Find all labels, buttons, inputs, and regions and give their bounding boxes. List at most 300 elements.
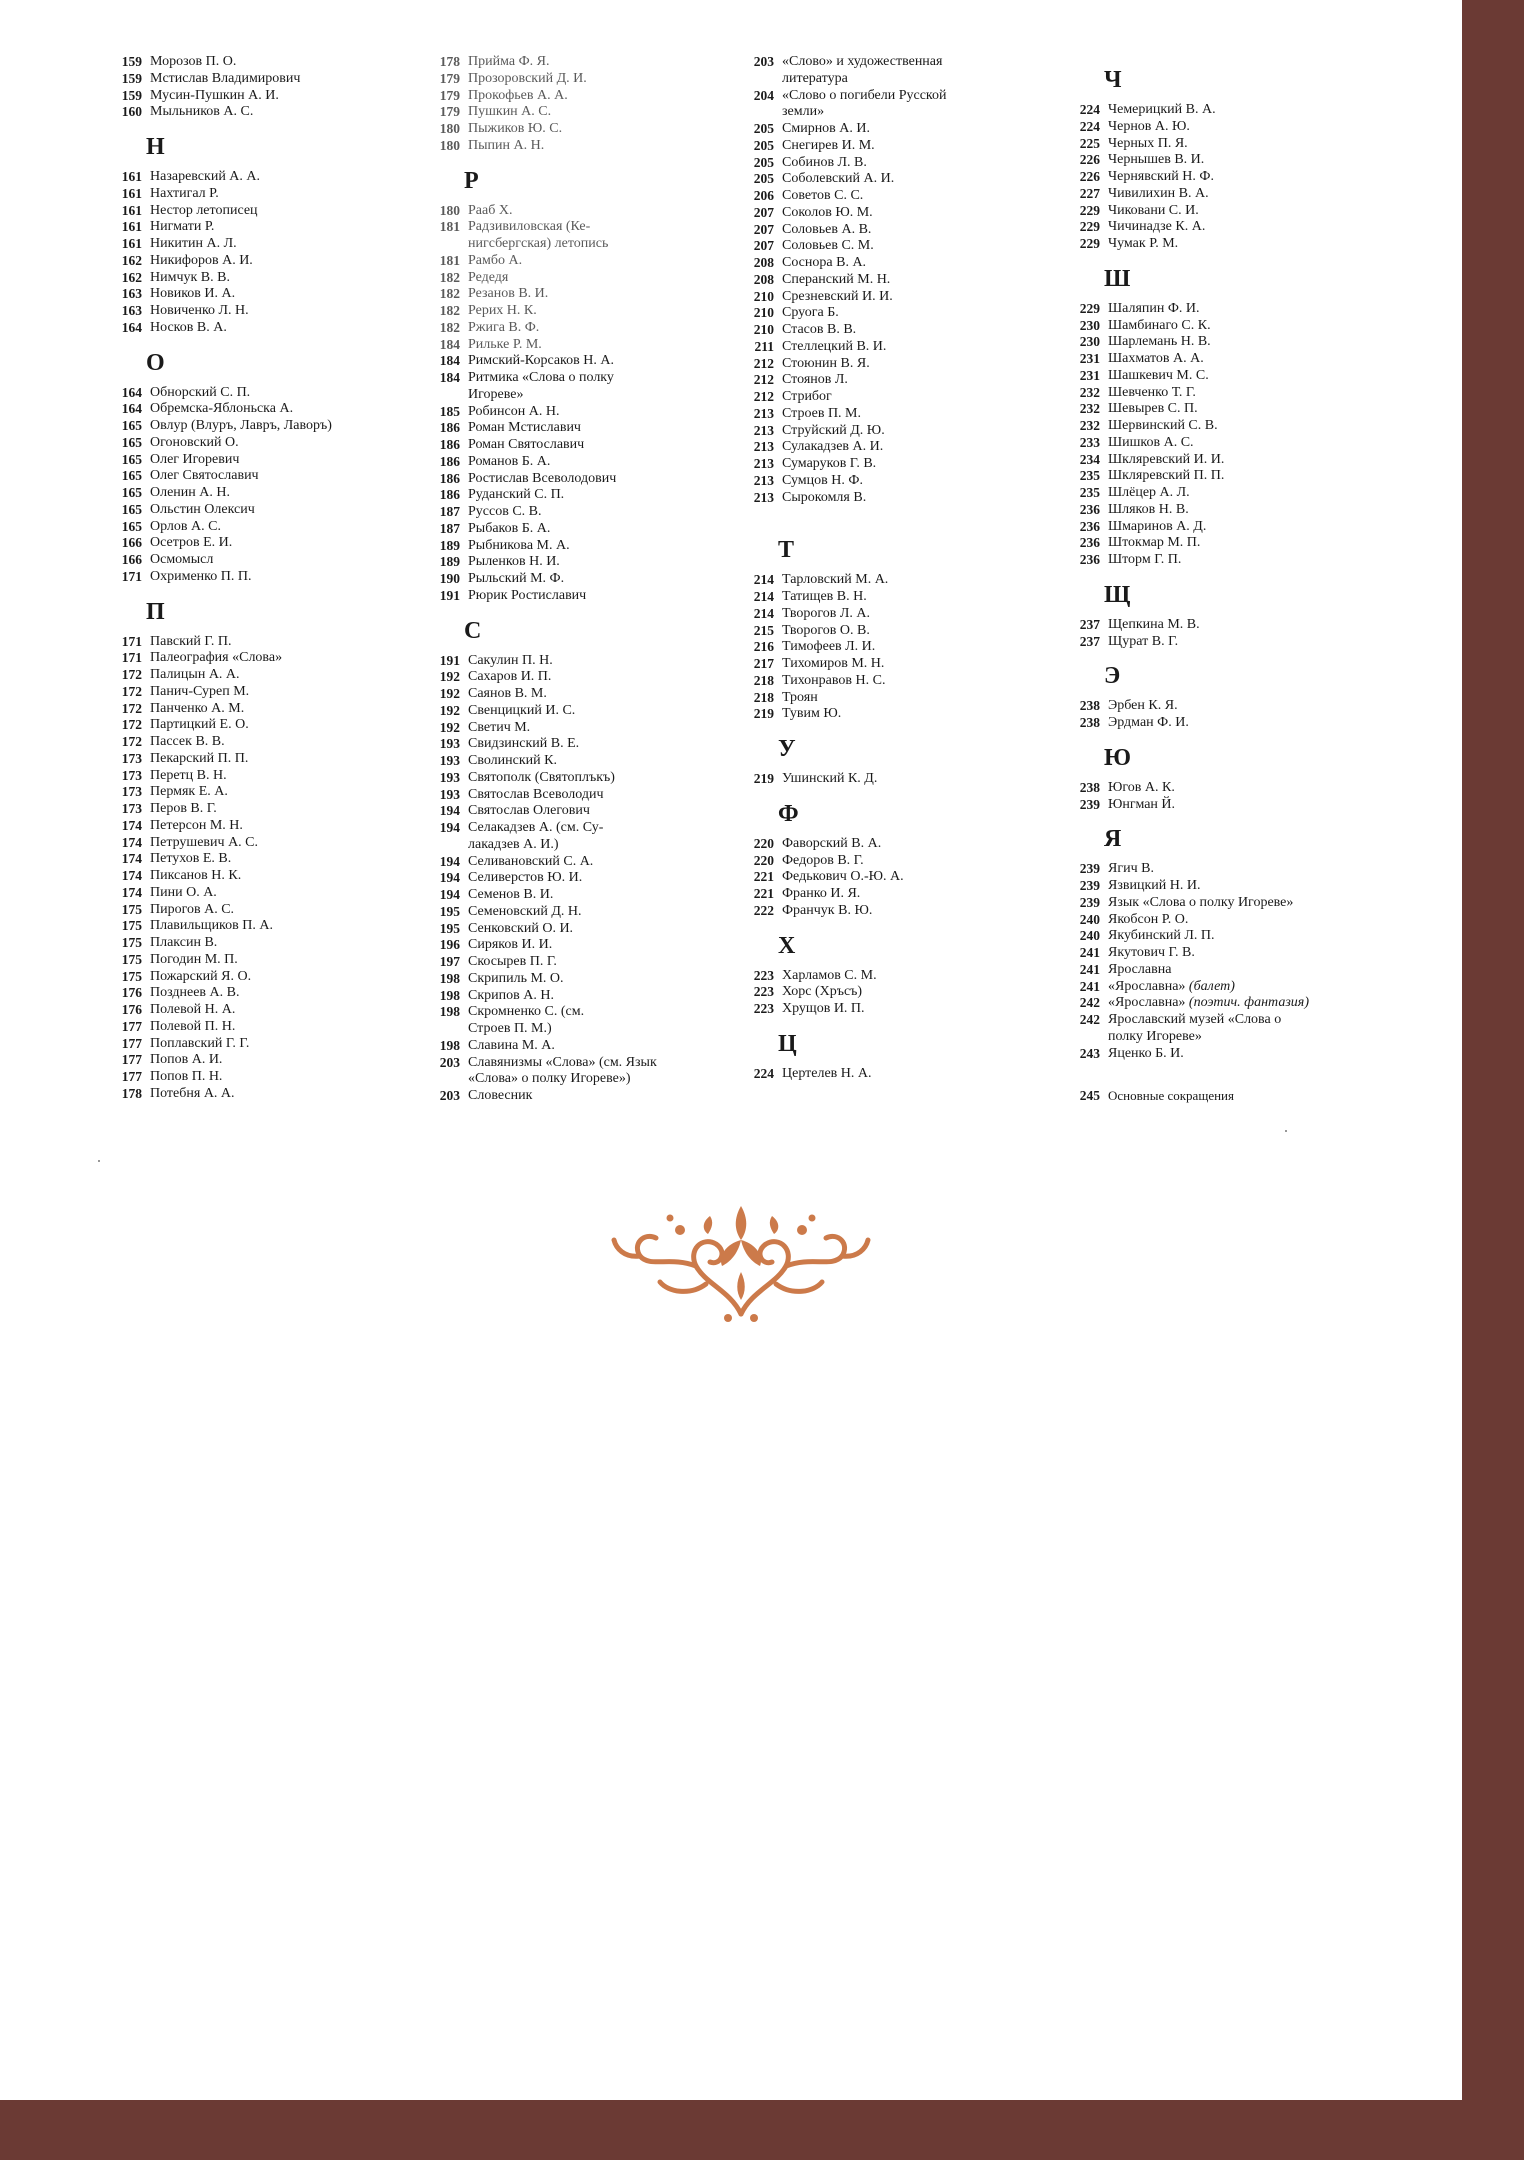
entry-name: Попов П. Н.: [150, 1069, 223, 1084]
entry-name: Робинсон А. Н.: [468, 403, 560, 419]
entry-name: Палицын А. А.: [150, 667, 240, 682]
page-number: 161: [121, 236, 142, 251]
entry-name: Плаксин В.: [150, 935, 218, 950]
entry-name: Скрипов А. Н.: [468, 987, 554, 1003]
page-number: 181: [439, 252, 460, 268]
index-entry: [106, 169, 396, 186]
entry-name: Свидзинский В. Е.: [468, 736, 580, 752]
entry-name: Сахаров И. П.: [468, 669, 552, 685]
entry-name: Чумак Р. М.: [1108, 236, 1179, 251]
entry-name: Селакадзев А. (см. Су- лакадзев А. И.): [468, 820, 604, 852]
page-number: 187: [439, 520, 460, 536]
page-number: 233: [1079, 434, 1100, 450]
page-number: 239: [1079, 894, 1100, 910]
index-entry: [424, 770, 724, 787]
page-number: 194: [439, 870, 460, 886]
entry-name: Полевой П. Н.: [150, 1018, 236, 1034]
page-number: 161: [121, 169, 142, 184]
entry-name: Шторм Г. П.: [1108, 552, 1182, 567]
index-entry: [424, 554, 724, 571]
index-entry: [1064, 152, 1394, 169]
page-number: 177: [121, 1018, 142, 1034]
entry-name: Пыжиков Ю. С.: [468, 121, 563, 136]
index-entry: [738, 639, 1008, 656]
index-entry: [738, 572, 1008, 589]
page-number: 219: [753, 771, 774, 786]
page-number: 213: [753, 439, 774, 455]
index-entry: [424, 971, 724, 988]
entry-name: Редедя: [468, 269, 509, 285]
entry-name: Сенковский О. И.: [468, 920, 574, 936]
index-entry: [106, 935, 396, 952]
index-entry: [106, 818, 396, 835]
page-number: 237: [1079, 616, 1100, 632]
index-entry: [424, 1004, 724, 1038]
entry-name: Носков В. А.: [150, 319, 227, 335]
entry-name: Петерсон М. Н.: [150, 817, 243, 833]
page-number: 208: [753, 255, 774, 270]
index-entry: [738, 155, 1008, 172]
entry-name: Святослав Всеволодич: [468, 786, 604, 802]
index-entry: [424, 787, 724, 804]
entry-name: Славянизмы «Слова» (см. Язык «Слова» о полку Игореве»): [468, 1054, 657, 1087]
index-column-4: [1064, 54, 1394, 1105]
page-number: 159: [121, 70, 142, 86]
index-entry: [106, 401, 396, 418]
index-entry: [738, 88, 1008, 122]
entry-name: Овлур (Влуръ, Лавръ, Лаворъ): [150, 418, 332, 433]
entry-name: Шевырев С. П.: [1108, 401, 1198, 417]
page-number: 238: [1079, 715, 1100, 730]
entry-name: Шляков Н. В.: [1108, 501, 1189, 517]
entry-name: Свенцицкий И. С.: [468, 702, 576, 718]
index-entry: [106, 969, 396, 986]
entry-name: Шевченко Т. Г.: [1108, 384, 1196, 400]
index-entry: [106, 952, 396, 969]
entry-name: Павский Г. П.: [150, 633, 232, 649]
entry-name: Юнгман Й.: [1108, 796, 1176, 812]
entry-name: Щепкина М. В.: [1108, 616, 1200, 632]
index-entry: [106, 286, 396, 303]
page-number: 196: [439, 937, 460, 953]
page-number: 185: [439, 403, 460, 419]
entry-name: Роман Святославич: [468, 437, 585, 452]
index-entry: [1064, 895, 1394, 912]
entry-name: Скромненко С. (см. Строев П. М.): [468, 1004, 585, 1036]
page-number: 193: [439, 786, 460, 802]
entry-name: Сруога Б.: [782, 305, 839, 321]
entry-name: Палеография «Слова»: [150, 650, 283, 666]
entry-name: Поплавский Г. Г.: [150, 1035, 250, 1051]
entry-name: Строев П. М.: [782, 405, 861, 421]
index-entry: [424, 404, 724, 421]
index-entry: [424, 454, 724, 471]
page-number: 163: [121, 303, 142, 318]
entry-name: Руданский С. П.: [468, 487, 565, 503]
page-number: 198: [439, 1037, 460, 1053]
page-number: 198: [439, 970, 460, 986]
page-number: 226: [1079, 169, 1100, 184]
entry-name: Мстислав Владимирович: [150, 70, 301, 86]
entry-name: Прокофьев А. А.: [468, 87, 568, 103]
page-number: 238: [1079, 698, 1100, 714]
index-entry: [106, 902, 396, 919]
page-number: 165: [121, 518, 142, 534]
index-entry: [424, 653, 724, 670]
entry-name: Шахматов А. А.: [1108, 351, 1204, 366]
page-number: 192: [439, 702, 460, 718]
entry-name: Югов А. К.: [1108, 779, 1175, 795]
entry-name: Шарлемань Н. В.: [1108, 334, 1211, 350]
index-entry: [738, 138, 1008, 155]
index-entry: [424, 121, 724, 138]
entry-name: Римский-Корсаков Н. А.: [468, 353, 614, 369]
entry-name: Обнорский С. П.: [150, 384, 251, 400]
index-entry: [106, 203, 396, 220]
page-number: 174: [121, 817, 142, 833]
index-entry: [1064, 928, 1394, 945]
index-entry: [424, 820, 724, 854]
entry-name: Ягич В.: [1108, 861, 1154, 877]
index-entry: [424, 54, 724, 71]
entry-name: Троян: [782, 689, 818, 705]
page-number: 203: [439, 1088, 460, 1103]
page-number: 224: [1079, 102, 1100, 117]
page-number: 187: [439, 504, 460, 519]
entry-name: Святослав Олегович: [468, 803, 590, 819]
index-entry: [106, 751, 396, 768]
entry-name: Шмаринов А. Д.: [1108, 518, 1207, 534]
entry-name: Тихонравов Н. С.: [782, 672, 886, 688]
page-number: 242: [1079, 1012, 1100, 1027]
index-letter-heading: Я: [1104, 826, 1122, 853]
index-entry: [106, 985, 396, 1002]
index-entry: [1064, 401, 1394, 418]
page-number: 162: [121, 252, 142, 268]
page-number: 171: [121, 650, 142, 666]
index-letter-heading: Ш: [1104, 265, 1131, 292]
page-number: 229: [1079, 202, 1100, 218]
index-entry: [738, 673, 1008, 690]
page-number: 242: [1079, 995, 1100, 1011]
index-entry: [106, 320, 396, 337]
index-entry: [738, 490, 1008, 507]
entry-name: Нигмати Р.: [150, 219, 215, 235]
page-number: 172: [121, 717, 142, 733]
page-number: 182: [439, 269, 460, 285]
index-entry: [1064, 797, 1394, 814]
index-entry: [424, 303, 724, 320]
page-number: 230: [1079, 317, 1100, 333]
entry-name: Франко И. Я.: [782, 886, 861, 901]
entry-name: Петухов Е. В.: [150, 851, 232, 867]
entry-name: Пыпин А. Н.: [468, 137, 545, 153]
page-number: 215: [753, 622, 774, 638]
index-entry: [1064, 617, 1394, 634]
entry-name: Сумцов Н. Ф.: [782, 472, 863, 488]
index-entry: [424, 320, 724, 337]
page-number: 235: [1079, 485, 1100, 500]
page-number: 232: [1079, 418, 1100, 433]
page-number: 223: [753, 967, 774, 983]
entry-name: «Ярославна» (поэтич. фантазия): [1108, 995, 1309, 1011]
index-letter-heading: Р: [464, 167, 479, 194]
entry-name: Рыльский М. Ф.: [468, 571, 565, 586]
page-number: 161: [121, 202, 142, 218]
index-entry: [424, 253, 724, 270]
page-number: 180: [439, 121, 460, 136]
entry-name: Охрименко П. П.: [150, 568, 252, 584]
page-number: 186: [439, 487, 460, 503]
index-entry: [1064, 945, 1394, 962]
page-number: 163: [121, 286, 142, 302]
floral-ornament-icon: [610, 1196, 872, 1326]
page-number: 161: [121, 185, 142, 201]
entry-name: Стоянов Л.: [782, 372, 848, 388]
entry-name: Словесник: [468, 1088, 533, 1103]
page-number: 177: [121, 1035, 142, 1051]
page-number: 239: [1079, 878, 1100, 893]
index-letter-heading: Э: [1104, 663, 1121, 690]
index-entry: [106, 1019, 396, 1036]
entry-name: Прозоровский Д. И.: [468, 70, 587, 86]
entry-name: Позднеев А. В.: [150, 985, 240, 1001]
page-number: 231: [1079, 367, 1100, 383]
page-number: 213: [753, 405, 774, 421]
page-number: 193: [439, 753, 460, 768]
page-number: 173: [121, 767, 142, 783]
page-number: 193: [439, 769, 460, 785]
index-entry: [1064, 186, 1394, 203]
page-number: 198: [439, 1004, 460, 1020]
page-number: 181: [439, 219, 460, 235]
page-number: 192: [439, 669, 460, 685]
entry-name: Якутович Г. В.: [1108, 945, 1195, 960]
entry-name: Сволинский К.: [468, 753, 557, 768]
index-entry: [424, 1055, 724, 1089]
index-entry: [1064, 552, 1394, 569]
index-entry: [738, 456, 1008, 473]
page-number: 220: [753, 852, 774, 868]
index-entry: [738, 305, 1008, 322]
entry-name: Стеллецкий В. И.: [782, 338, 887, 354]
index-entry: [738, 389, 1008, 406]
entry-name: Смирнов А. И.: [782, 121, 871, 136]
page-number: 186: [439, 470, 460, 486]
entry-name: Советов С. С.: [782, 188, 864, 203]
index-entry: [424, 1038, 724, 1055]
index-entry: [424, 720, 724, 737]
page-number: 177: [121, 1052, 142, 1068]
index-entry: [424, 88, 724, 105]
page-number: 221: [753, 886, 774, 901]
index-entry: [1064, 301, 1394, 318]
page-number: 206: [753, 188, 774, 203]
entry-name: Якобсон Р. О.: [1108, 911, 1189, 927]
entry-name: Язвицкий Н. И.: [1108, 878, 1201, 893]
index-entry: [1064, 418, 1394, 435]
entry-name: Мусин-Пушкин А. И.: [150, 87, 279, 103]
entry-name: Селиверстов Ю. И.: [468, 870, 583, 886]
index-entry: [1064, 519, 1394, 536]
index-letter-heading: П: [146, 598, 165, 625]
entry-name: Шкляревский И. И.: [1108, 451, 1225, 467]
page-number: 165: [121, 485, 142, 500]
index-entry: [424, 803, 724, 820]
index-entry: [1064, 995, 1394, 1012]
page-number: 217: [753, 656, 774, 671]
page-number: 165: [121, 434, 142, 450]
entry-name: Святополк (Святоплъкъ): [468, 769, 615, 785]
entry-name: Назаревский А. А.: [150, 169, 261, 184]
index-entry: [106, 684, 396, 701]
index-entry: [738, 984, 1008, 1001]
page-number: 193: [439, 736, 460, 752]
index-entry: [424, 420, 724, 437]
entry-name: Семенов В. И.: [468, 887, 554, 902]
page-number: 231: [1079, 351, 1100, 366]
index-entry: [1064, 368, 1394, 385]
page-number: 186: [439, 453, 460, 469]
page-number: 172: [121, 667, 142, 682]
page-number: 171: [121, 568, 142, 584]
index-entry: [106, 1002, 396, 1019]
index-entry: [738, 372, 1008, 389]
entry-name: Черных П. Я.: [1108, 135, 1188, 151]
index-letter-heading: Х: [778, 932, 796, 959]
page-number: 180: [439, 137, 460, 153]
page-number: 172: [121, 734, 142, 749]
page-number: 165: [121, 501, 142, 517]
entry-name: Тарловский М. А.: [782, 572, 889, 588]
page-number: 173: [121, 801, 142, 816]
page-number: 165: [121, 468, 142, 484]
entry-name: Соболевский А. И.: [782, 171, 895, 187]
page-number: 194: [439, 853, 460, 869]
page-number: 173: [121, 784, 142, 800]
page-number: 175: [121, 951, 142, 967]
entry-name: Эрбен К. Я.: [1108, 698, 1178, 714]
index-entry: [738, 238, 1008, 255]
index-entry: [106, 502, 396, 519]
index-entry: [738, 439, 1008, 456]
entry-name: Основные сокращения: [1108, 1088, 1234, 1104]
entry-name: Пекарский П. П.: [150, 750, 249, 766]
index-entry: [424, 203, 724, 220]
page-number: 164: [121, 384, 142, 400]
page-number: 192: [439, 686, 460, 701]
index-entry: [1064, 119, 1394, 136]
page-number: 195: [439, 920, 460, 936]
page-number: 241: [1079, 945, 1100, 960]
entry-name: Потебня А. А.: [150, 1085, 235, 1101]
page-number: 174: [121, 834, 142, 850]
page-number: 212: [753, 372, 774, 388]
page-number: 241: [1079, 961, 1100, 977]
page-number: 173: [121, 750, 142, 766]
index-entry: [106, 435, 396, 452]
page-number: 195: [439, 903, 460, 919]
entry-name: Татищев В. Н.: [782, 589, 867, 604]
page-number: 205: [753, 121, 774, 136]
index-letter-heading: Ю: [1104, 744, 1132, 771]
page-number: 213: [753, 489, 774, 505]
footer-abbreviations-entry: [1064, 1088, 1394, 1105]
page-number: 213: [753, 422, 774, 438]
index-entry: [424, 703, 724, 720]
page-number: 240: [1079, 911, 1100, 927]
index-entry: [424, 686, 724, 703]
index-entry: [424, 219, 724, 253]
index-letter-heading: У: [778, 736, 796, 762]
index-letter-heading: Ф: [778, 800, 799, 827]
page-number: 207: [753, 238, 774, 254]
entry-name: Соловьев А. В.: [782, 221, 872, 237]
entry-name: Пассек В. В.: [150, 734, 225, 749]
entry-name: Стрибог: [782, 389, 832, 404]
index-entry: [106, 784, 396, 801]
page-number: 182: [439, 319, 460, 335]
page-number: 192: [439, 719, 460, 735]
entry-name: Сперанский М. Н.: [782, 271, 891, 287]
index-entry: [424, 71, 724, 88]
index-entry: [738, 836, 1008, 853]
page-number: 174: [121, 884, 142, 900]
entry-name: Перов В. Г.: [150, 801, 217, 816]
page-number: 232: [1079, 384, 1100, 400]
page-number: 194: [439, 887, 460, 902]
page-number: 166: [121, 535, 142, 551]
page-number: 210: [753, 288, 774, 304]
page-number: 180: [439, 202, 460, 218]
entry-name: Рыбаков Б. А.: [468, 520, 551, 536]
index-entry: [106, 253, 396, 270]
entry-name: Олег Игоревич: [150, 451, 240, 467]
index-entry: [106, 1069, 396, 1086]
entry-note: (балет): [1188, 978, 1235, 994]
index-entry: [1064, 468, 1394, 485]
index-entry: [106, 835, 396, 852]
page-number: 174: [121, 868, 142, 883]
page-number: 237: [1079, 633, 1100, 649]
entry-name: Рерих Н. К.: [468, 303, 537, 318]
index-entry: [424, 870, 724, 887]
page-number: 191: [439, 587, 460, 603]
page-number: 229: [1079, 236, 1100, 251]
entry-name: Никифоров А. И.: [150, 252, 253, 268]
entry-name: Шервинский С. В.: [1108, 418, 1218, 433]
index-entry: [738, 322, 1008, 339]
page-number: 184: [439, 336, 460, 352]
page-frame-bottom: [0, 2100, 1524, 2160]
page-number: 218: [753, 672, 774, 688]
index-entry: [738, 853, 1008, 870]
page-number: 245: [1079, 1088, 1100, 1104]
index-entry: [106, 569, 396, 586]
index-entry: [106, 868, 396, 885]
entry-name: Франчук В. Ю.: [782, 902, 873, 918]
page-number: 172: [121, 700, 142, 716]
index-entry: [106, 768, 396, 785]
page-number: 227: [1079, 185, 1100, 201]
page-number: 243: [1079, 1045, 1100, 1061]
index-entry: [1064, 780, 1394, 797]
entry-name: Чернышев В. И.: [1108, 152, 1205, 168]
entry-name: Нахтигал Р.: [150, 185, 219, 201]
page-number: 223: [753, 984, 774, 1000]
entry-name: Яценко Б. И.: [1108, 1045, 1184, 1061]
entry-name: Тихомиров М. Н.: [782, 656, 885, 671]
